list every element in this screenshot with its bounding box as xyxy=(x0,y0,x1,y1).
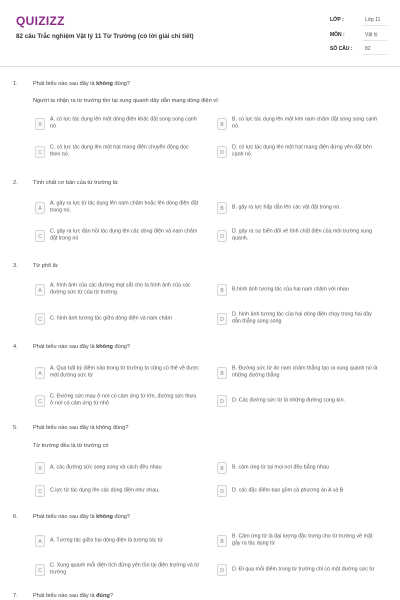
option-text: C. có lực tác dụng lên một hạt mang điện chuyển động dọc theo nó. xyxy=(50,144,189,158)
option-d[interactable] xyxy=(217,227,387,245)
option-text: D. có lực tác dụng lên một hạt mang điện đứng yên đặt bên cạnh nó. xyxy=(232,144,372,158)
option-c[interactable] xyxy=(35,227,215,245)
option-text: D. hình ảnh tương tác của hai dòng điện chạy trong hai dây dẫn thẳng song song xyxy=(232,311,372,325)
option-a[interactable] xyxy=(35,459,215,477)
option-text: C.lực từ tác dụng lên các dòng điện như nhau. xyxy=(50,487,160,494)
option-letter: A xyxy=(35,535,45,547)
option-letter: C xyxy=(35,395,45,407)
question-text: Phát biểu nào sau đây là không đúng? xyxy=(33,514,131,520)
option-d[interactable] xyxy=(217,392,387,410)
page-title: 82 câu Trắc nghiệm Vật lý 11 Từ Trường (có lời giải chi tiết) xyxy=(16,33,194,40)
meta-underline xyxy=(363,54,387,55)
option-letter: C xyxy=(35,146,45,158)
option-letter: C xyxy=(35,485,45,497)
option-letter: B xyxy=(217,284,227,296)
option-letter: A xyxy=(35,367,45,379)
option-a[interactable] xyxy=(35,281,215,299)
question-number: 3. xyxy=(13,263,18,269)
option-text: C. Đường sức mau ở nơi có cảm ứng từ lớn, đường sức thưa ở nơi có cảm ứng từ nhỏ xyxy=(50,393,197,407)
option-c[interactable] xyxy=(35,482,215,500)
option-d[interactable] xyxy=(217,310,387,328)
option-letter: D xyxy=(217,395,227,407)
option-d[interactable] xyxy=(217,143,387,161)
option-c[interactable] xyxy=(35,143,215,161)
option-c[interactable] xyxy=(35,561,215,579)
option-letter: B xyxy=(217,202,227,214)
option-b[interactable] xyxy=(217,459,387,477)
option-letter: B xyxy=(217,462,227,474)
option-letter: A xyxy=(35,202,45,214)
option-text: B.hình ảnh tương tác của hai nam châm với nhau xyxy=(232,286,349,293)
question-number: 6. xyxy=(13,514,18,520)
option-text: C. Xung quanh mỗi điện tích đứng yên tồn tại điện trường và từ trường xyxy=(50,562,200,576)
option-c[interactable] xyxy=(35,310,215,328)
quizizz-logo[interactable]: QUIZIZZ xyxy=(16,14,65,28)
option-letter: B xyxy=(217,367,227,379)
option-letter: D xyxy=(217,485,227,497)
option-b[interactable] xyxy=(217,532,387,550)
question-text: Phát biểu nào sau đây là không đúng? xyxy=(33,81,131,87)
option-letter: D xyxy=(217,146,227,158)
question-text: Phát biểu nào sau đây là đúng? xyxy=(33,593,113,599)
header-divider xyxy=(0,66,400,67)
question-subtext: Người ta nhận ra từ trường tồn tại xung quanh dây dẫn mang dòng điện vì: xyxy=(33,98,220,104)
option-letter: C xyxy=(35,564,45,576)
option-text: D. Đi qua mỗi điểm trong từ trường chỉ có một đường sức từ xyxy=(232,566,375,573)
question-number: 4. xyxy=(13,344,18,350)
meta-label: SỐ CÂU : xyxy=(330,46,353,52)
meta-value: Vật lý xyxy=(365,32,378,38)
question-text: Từ phổ là: xyxy=(33,263,59,269)
option-text: C. gây ra lực đàn hồi tác dụng lên các dòng điện và nam châm đặt trong nó xyxy=(50,228,198,242)
option-text: A. các đường sức song song và cách đều nhau xyxy=(50,464,162,471)
question-number: 7. xyxy=(13,593,18,599)
meta-underline xyxy=(363,40,387,41)
option-a[interactable] xyxy=(35,364,215,382)
option-letter: C xyxy=(35,230,45,242)
option-d[interactable] xyxy=(217,561,387,579)
option-letter: C xyxy=(35,313,45,325)
meta-label: MÔN : xyxy=(330,32,345,38)
option-text: B. Đường sức từ do nam châm thẳng tạo ra xung quanh nó là những đường thẳng xyxy=(232,365,378,379)
question-text: Tính chất cơ bản của từ trường là: xyxy=(33,180,119,186)
option-text: D. gây ra sự biến đổi về tính chất điện của môi trường xung quanh. xyxy=(232,228,373,242)
option-text: B. gây ra lực hấp dẫn lên các vật đặt trong nó. xyxy=(232,204,341,211)
option-text: A. Tương tác giữa hai dòng điện là tương tác từ xyxy=(50,537,163,544)
option-letter: D xyxy=(217,313,227,325)
option-letter: A xyxy=(35,118,45,130)
option-text: A. gây ra lực từ tác dụng lên nam châm hoặc lên dòng điện đặt trong nó. xyxy=(50,200,199,214)
option-text: B. Cảm ứng từ là đại lượng đặc trưng cho từ trường về mặt gây ra tác dụng từ xyxy=(232,533,373,547)
question-subtext: Từ trường đều là từ trường có xyxy=(33,443,109,449)
option-a[interactable] xyxy=(35,532,215,550)
meta-value: 82 xyxy=(365,46,371,52)
option-letter: B xyxy=(217,118,227,130)
option-text: A. Qua bất kỳ điểm nào trong từ trường ta cũng có thể vẽ được một đường sức từ xyxy=(50,365,199,379)
option-b[interactable] xyxy=(217,115,387,133)
option-b[interactable] xyxy=(217,281,387,299)
option-a[interactable] xyxy=(35,199,215,217)
option-text: A. hình ảnh của các đường mạt sắt cho ta hình ảnh của các đường sức từ của từ trường. xyxy=(50,282,191,296)
question-number: 1. xyxy=(13,81,18,87)
option-text: B. có lực tác dụng lên một kim nam châm đặt song song cạnh nó. xyxy=(232,116,378,130)
question-number: 5. xyxy=(13,425,18,431)
option-letter: A xyxy=(35,462,45,474)
option-b[interactable] xyxy=(217,364,387,382)
option-a[interactable] xyxy=(35,115,215,133)
meta-underline xyxy=(363,25,387,26)
meta-label: LỚP : xyxy=(330,17,344,23)
option-letter: D xyxy=(217,564,227,576)
option-letter: D xyxy=(217,230,227,242)
option-text: D. các đặc điểm bao gồm cả phương án A và B xyxy=(232,487,344,494)
option-text: C. hình ảnh tương tác giữa dòng điện và nam châm xyxy=(50,315,172,322)
option-text: A. có lực tác dụng lên một dòng điện khác đặt song song cạnh nó xyxy=(50,116,197,130)
option-letter: B xyxy=(217,535,227,547)
option-text: B. cảm ứng từ tại mọi nơi đều bằng nhau xyxy=(232,464,329,471)
meta-value: Lớp 11 xyxy=(365,17,381,23)
question-text: Phát biểu nào sau đây là không đúng? xyxy=(33,344,131,350)
option-letter: A xyxy=(35,284,45,296)
option-d[interactable] xyxy=(217,482,387,500)
option-c[interactable] xyxy=(35,392,215,410)
option-text: D. Các đường sức từ là những đường cong kín. xyxy=(232,397,346,404)
page-header xyxy=(0,0,400,66)
question-text: Phát biểu nào sau đây là không đúng? xyxy=(33,425,129,431)
option-b[interactable] xyxy=(217,199,387,217)
question-number: 2. xyxy=(13,180,18,186)
